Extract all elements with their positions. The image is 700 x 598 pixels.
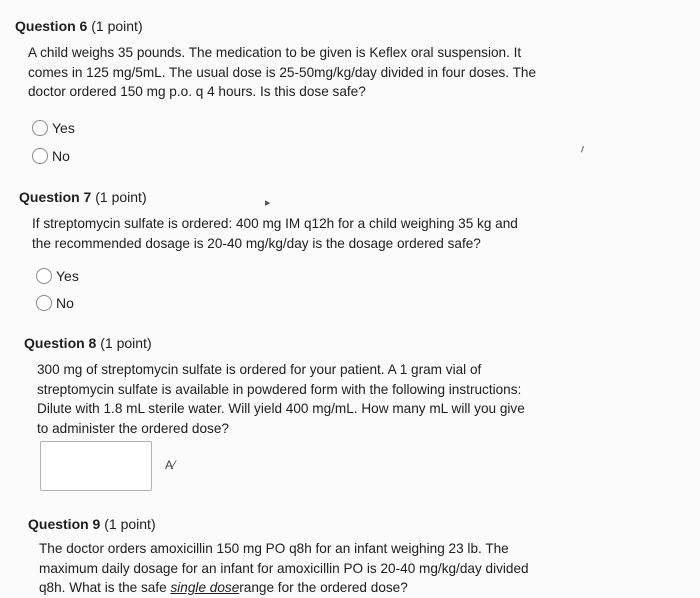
question-9-text: The doctor orders amoxicillin 150 mg PO q8h for an infant weighing 23 lb. The maximum daily dosage for an infant for amoxicillin PO is 20-40 mg/kg/day divided q8h. What is the safe single doserange for the ordered dose?: [39, 541, 529, 595]
question-8-text: 300 mg of streptomycin sulfate is ordered for your patient. A 1 gram vial of streptomycin sulfate is available in powdered form with the following instructions: Dilute with 1.8 mL sterile water. Will yield 400 mg/mL. How many mL will you give to administer the ordered dose?: [37, 362, 525, 436]
radio-circle-icon[interactable]: [32, 148, 48, 164]
question-7-title: Question 7 (1 point): [19, 189, 147, 205]
radio-circle-icon[interactable]: [36, 295, 52, 311]
question-9-title: Question 9 (1 point): [28, 516, 156, 532]
option-no[interactable]: No: [36, 292, 79, 314]
question-6: [15, 17, 695, 102]
question-7-options: [36, 265, 79, 314]
spellcheck-icon[interactable]: A⁄: [165, 458, 176, 472]
question-6-text: A child weighs 35 pounds. The medication to be given is Keflex oral suspension. It comes in 125 mg/5mL. The usual dose is 25-50mg/kg/day divided in four doses. The doctor ordered 150 mg p.o. q 4 hours. Is this dose safe?: [28, 45, 537, 99]
option-yes[interactable]: Yes: [36, 265, 79, 287]
question-7: [19, 188, 689, 253]
radio-circle-icon[interactable]: [36, 268, 52, 284]
question-7-text: If streptomycin sulfate is ordered: 400 mg IM q12h for a child weighing 35 kg and the recommended dosage is 20-40 mg/kg/day is the dosage ordered safe?: [32, 216, 518, 251]
option-yes[interactable]: Yes: [32, 117, 75, 139]
question-6-options: [32, 117, 75, 167]
radio-circle-icon[interactable]: [32, 120, 48, 136]
cursor-arrow-icon: ▸: [265, 197, 271, 209]
question-9: [28, 515, 688, 598]
cursor-mark: ╵: [575, 146, 587, 160]
question-6-title: Question 6 (1 point): [15, 18, 143, 34]
question-8: [24, 334, 694, 438]
single-dose-emphasis: single dose: [170, 580, 240, 595]
question-8-title: Question 8 (1 point): [24, 335, 152, 351]
option-no[interactable]: No: [32, 145, 75, 167]
answer-input[interactable]: [40, 441, 152, 491]
